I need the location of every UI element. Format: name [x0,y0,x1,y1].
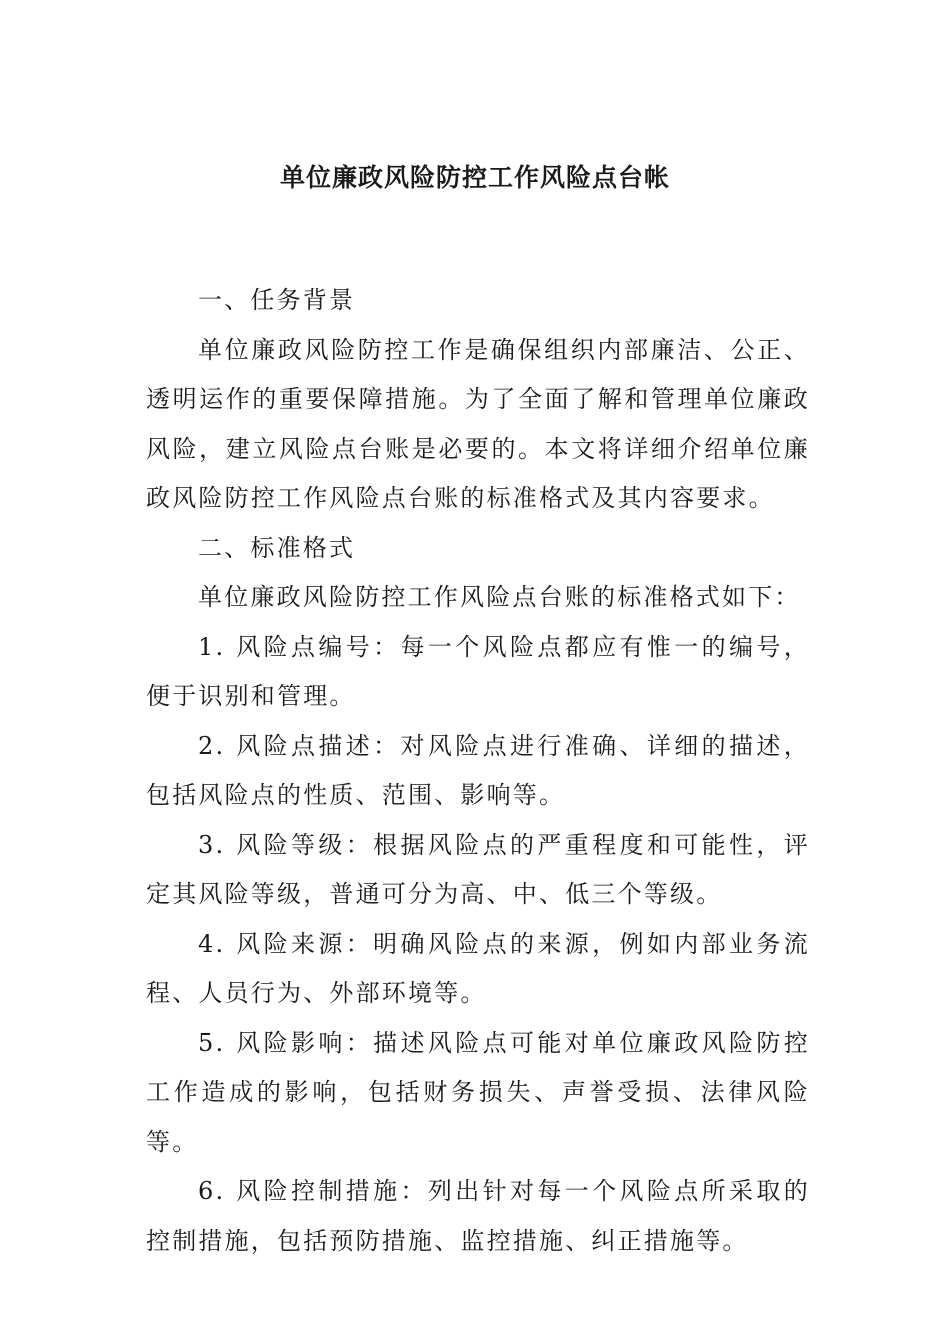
document-body [146,276,810,1266]
list-item-risk-level: 3. 风险等级：根据风险点的严重程度和可能性，评定其风险等级，普通可分为高、中、低三个等级。 [146,830,810,908]
list-item-risk-impact: 5. 风险影响：描述风险点可能对单位廉政风险防控工作造成的影响，包括财务损失、声誉受损、法律风险等。 [146,1028,810,1156]
section-heading-format: 二、标准格式 [198,533,356,562]
list-item-risk-description: 2. 风险点描述：对风险点进行准确、详细的描述，包括风险点的性质、范围、影响等。 [146,731,810,809]
list-item-risk-id: 1. 风险点编号：每一个风险点都应有惟一的编号，便于识别和管理。 [146,632,810,710]
section-heading-background: 一、任务背景 [198,286,356,314]
paragraph-background: 单位廉政风险防控工作是确保组织内部廉洁、公正、透明运作的重要保障措施。为了全面了解和管理单位廉政风险，建立风险点台账是必要的。本文将详细介绍单位廉政风险防控工作风险点台账的标准格式及其内容要求。 [146,335,810,512]
document-title: 单位廉政风险防控工作风险点台帐 [279,163,670,192]
list-item-risk-source: 4. 风险来源：明确风险点的来源，例如内部业务流程、人员行为、外部环境等。 [146,929,810,1007]
paragraph-format-intro: 单位廉政风险防控工作风险点台账的标准格式如下： [198,583,801,611]
list-item-risk-controls: 6. 风险控制措施：列出针对每一个风险点所采取的控制措施，包括预防措施、监控措施、纠正措施等。 [146,1177,810,1255]
